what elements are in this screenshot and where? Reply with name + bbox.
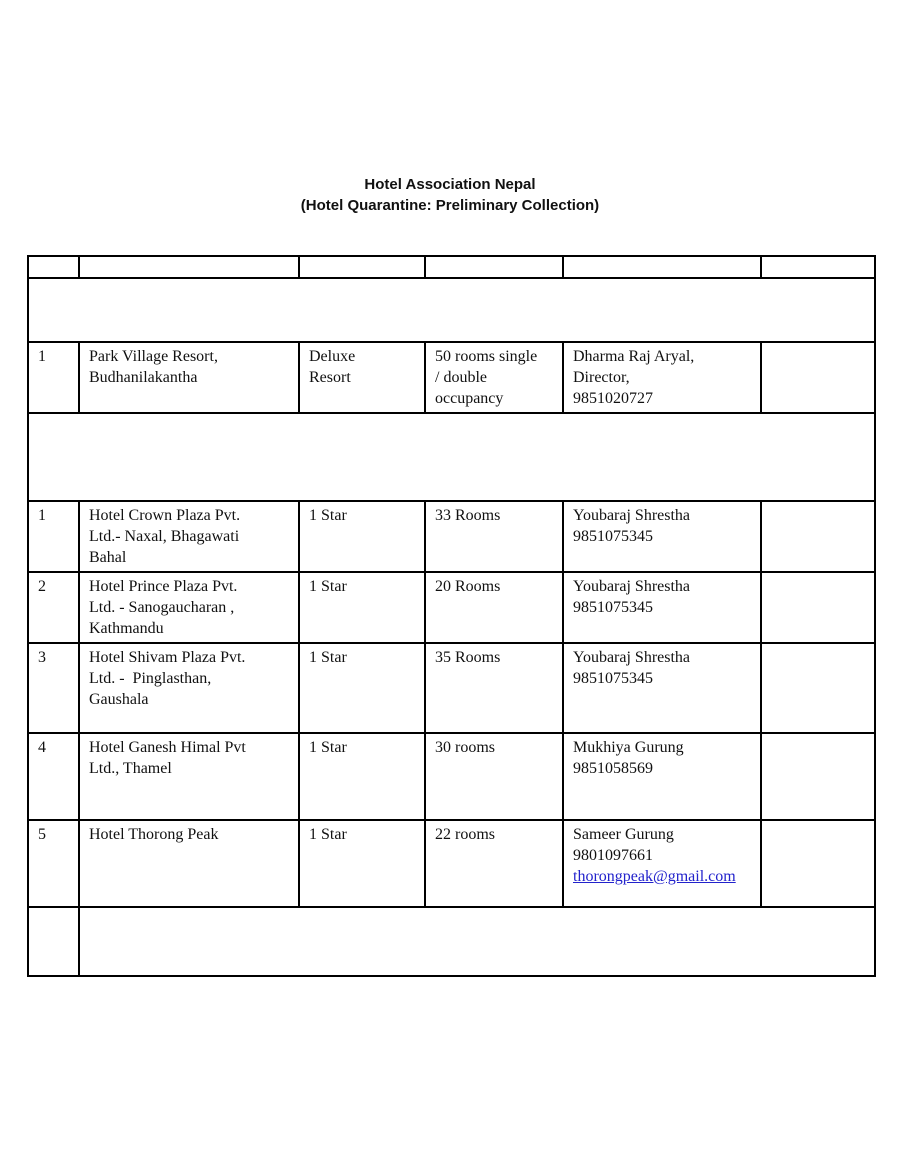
cell-category — [299, 501, 425, 572]
cell-line: 1 Star — [309, 578, 347, 595]
cell-line: Mukhiya Gurung — [573, 739, 684, 756]
header-cell-4 — [425, 256, 563, 278]
cell-line: Deluxe — [309, 348, 356, 365]
cell-serial: 4 — [28, 733, 79, 820]
table-row-footer-empty — [28, 907, 875, 976]
cell-line: Ltd. - Sanogaucharan , — [89, 599, 235, 616]
cell-line: Resort — [309, 369, 351, 386]
cell-hotel-name — [79, 501, 299, 572]
cell-category — [299, 342, 425, 413]
cell-serial: 1 — [28, 342, 79, 413]
table-row-data — [28, 820, 875, 907]
cell-contact — [563, 643, 761, 733]
cell-remarks — [761, 733, 875, 820]
cell-category — [299, 733, 425, 820]
cell-capacity — [425, 733, 563, 820]
header-cell-5 — [563, 256, 761, 278]
cell-line: 9851020727 — [573, 390, 653, 407]
cell-line: Youbaraj Shrestha — [573, 649, 691, 666]
cell-line: 9851075345 — [573, 528, 653, 545]
cell-capacity — [425, 501, 563, 572]
cell-category — [299, 643, 425, 733]
section-spacer-cell — [28, 413, 875, 501]
table-row-data — [28, 572, 875, 643]
cell-serial: 3 — [28, 643, 79, 733]
cell-capacity — [425, 572, 563, 643]
cell-line: Ltd.- Naxal, Bhagawati — [89, 528, 240, 545]
cell-line: Director, — [573, 369, 630, 386]
cell-line: 1 Star — [309, 507, 347, 524]
cell-line: Sameer Gurung — [573, 826, 674, 843]
header-cell-2 — [79, 256, 299, 278]
cell-line — [573, 866, 754, 887]
cell-line: Hotel Thorong Peak — [89, 826, 219, 843]
cell-line: Ltd., Thamel — [89, 760, 172, 777]
cell-line: 35 Rooms — [435, 649, 501, 666]
table-row-data — [28, 501, 875, 572]
cell-remarks — [761, 643, 875, 733]
cell-remarks — [761, 572, 875, 643]
email-link[interactable]: thorongpeak@gmail.com — [573, 868, 736, 885]
cell-remarks — [761, 342, 875, 413]
cell-line: 9851075345 — [573, 670, 653, 687]
document-title — [0, 174, 900, 216]
cell-line: Gaushala — [89, 691, 149, 708]
cell-line: Ltd. - Pinglasthan, — [89, 670, 212, 687]
header-cell-6 — [761, 256, 875, 278]
cell-hotel-name — [79, 643, 299, 733]
cell-serial: 5 — [28, 820, 79, 907]
cell-line: 9801097661 — [573, 847, 653, 864]
cell-line: Park Village Resort, — [89, 348, 218, 365]
title-line-1: Hotel Association Nepal — [364, 176, 536, 193]
cell-hotel-name — [79, 342, 299, 413]
cell-line: 1 Star — [309, 649, 347, 666]
cell-line: Dharma Raj Aryal, — [573, 348, 695, 365]
cell-hotel-name — [79, 820, 299, 907]
cell-remarks — [761, 820, 875, 907]
cell-line: Kathmandu — [89, 620, 164, 637]
cell-line: 22 rooms — [435, 826, 495, 843]
table-row-data — [28, 733, 875, 820]
hotel-table-body — [28, 256, 875, 976]
cell-capacity — [425, 643, 563, 733]
cell-line: 9851075345 — [573, 599, 653, 616]
table-row-data — [28, 342, 875, 413]
cell-capacity — [425, 342, 563, 413]
cell-contact — [563, 342, 761, 413]
cell-line: Bahal — [89, 549, 127, 566]
cell-line: Budhanilakantha — [89, 369, 198, 386]
section-spacer-cell — [28, 278, 875, 342]
cell-line: Hotel Ganesh Himal Pvt — [89, 739, 246, 756]
cell-line: Hotel Shivam Plaza Pvt. — [89, 649, 246, 666]
cell-serial: 2 — [28, 572, 79, 643]
cell-line: 50 rooms single — [435, 348, 538, 365]
header-cell-3 — [299, 256, 425, 278]
cell-serial: 1 — [28, 501, 79, 572]
cell-line: / double — [435, 369, 487, 386]
cell-hotel-name — [79, 733, 299, 820]
footer-serial-cell — [28, 907, 79, 976]
title-line-2: (Hotel Quarantine: Preliminary Collection) — [300, 197, 600, 214]
cell-line: 1 Star — [309, 739, 347, 756]
cell-line: Youbaraj Shrestha — [573, 578, 691, 595]
cell-contact — [563, 572, 761, 643]
cell-line: 20 Rooms — [435, 578, 501, 595]
cell-hotel-name — [79, 572, 299, 643]
cell-line: 9851058569 — [573, 760, 653, 777]
cell-remarks — [761, 501, 875, 572]
table-row-header-empty — [28, 256, 875, 278]
cell-line: occupancy — [435, 390, 504, 407]
hotel-table — [27, 255, 876, 977]
cell-line: Hotel Crown Plaza Pvt. — [89, 507, 241, 524]
cell-line: Youbaraj Shrestha — [573, 507, 691, 524]
cell-line: 33 Rooms — [435, 507, 501, 524]
cell-contact — [563, 733, 761, 820]
cell-category — [299, 572, 425, 643]
cell-category — [299, 820, 425, 907]
header-cell-1 — [28, 256, 79, 278]
cell-line: 30 rooms — [435, 739, 495, 756]
cell-capacity — [425, 820, 563, 907]
footer-merged-cell — [79, 907, 875, 976]
cell-contact — [563, 820, 761, 907]
cell-line: 1 Star — [309, 826, 347, 843]
cell-contact — [563, 501, 761, 572]
table-row-section-spacer — [28, 278, 875, 342]
table-row-data — [28, 643, 875, 733]
table-row-section-spacer — [28, 413, 875, 501]
cell-line: Hotel Prince Plaza Pvt. — [89, 578, 238, 595]
